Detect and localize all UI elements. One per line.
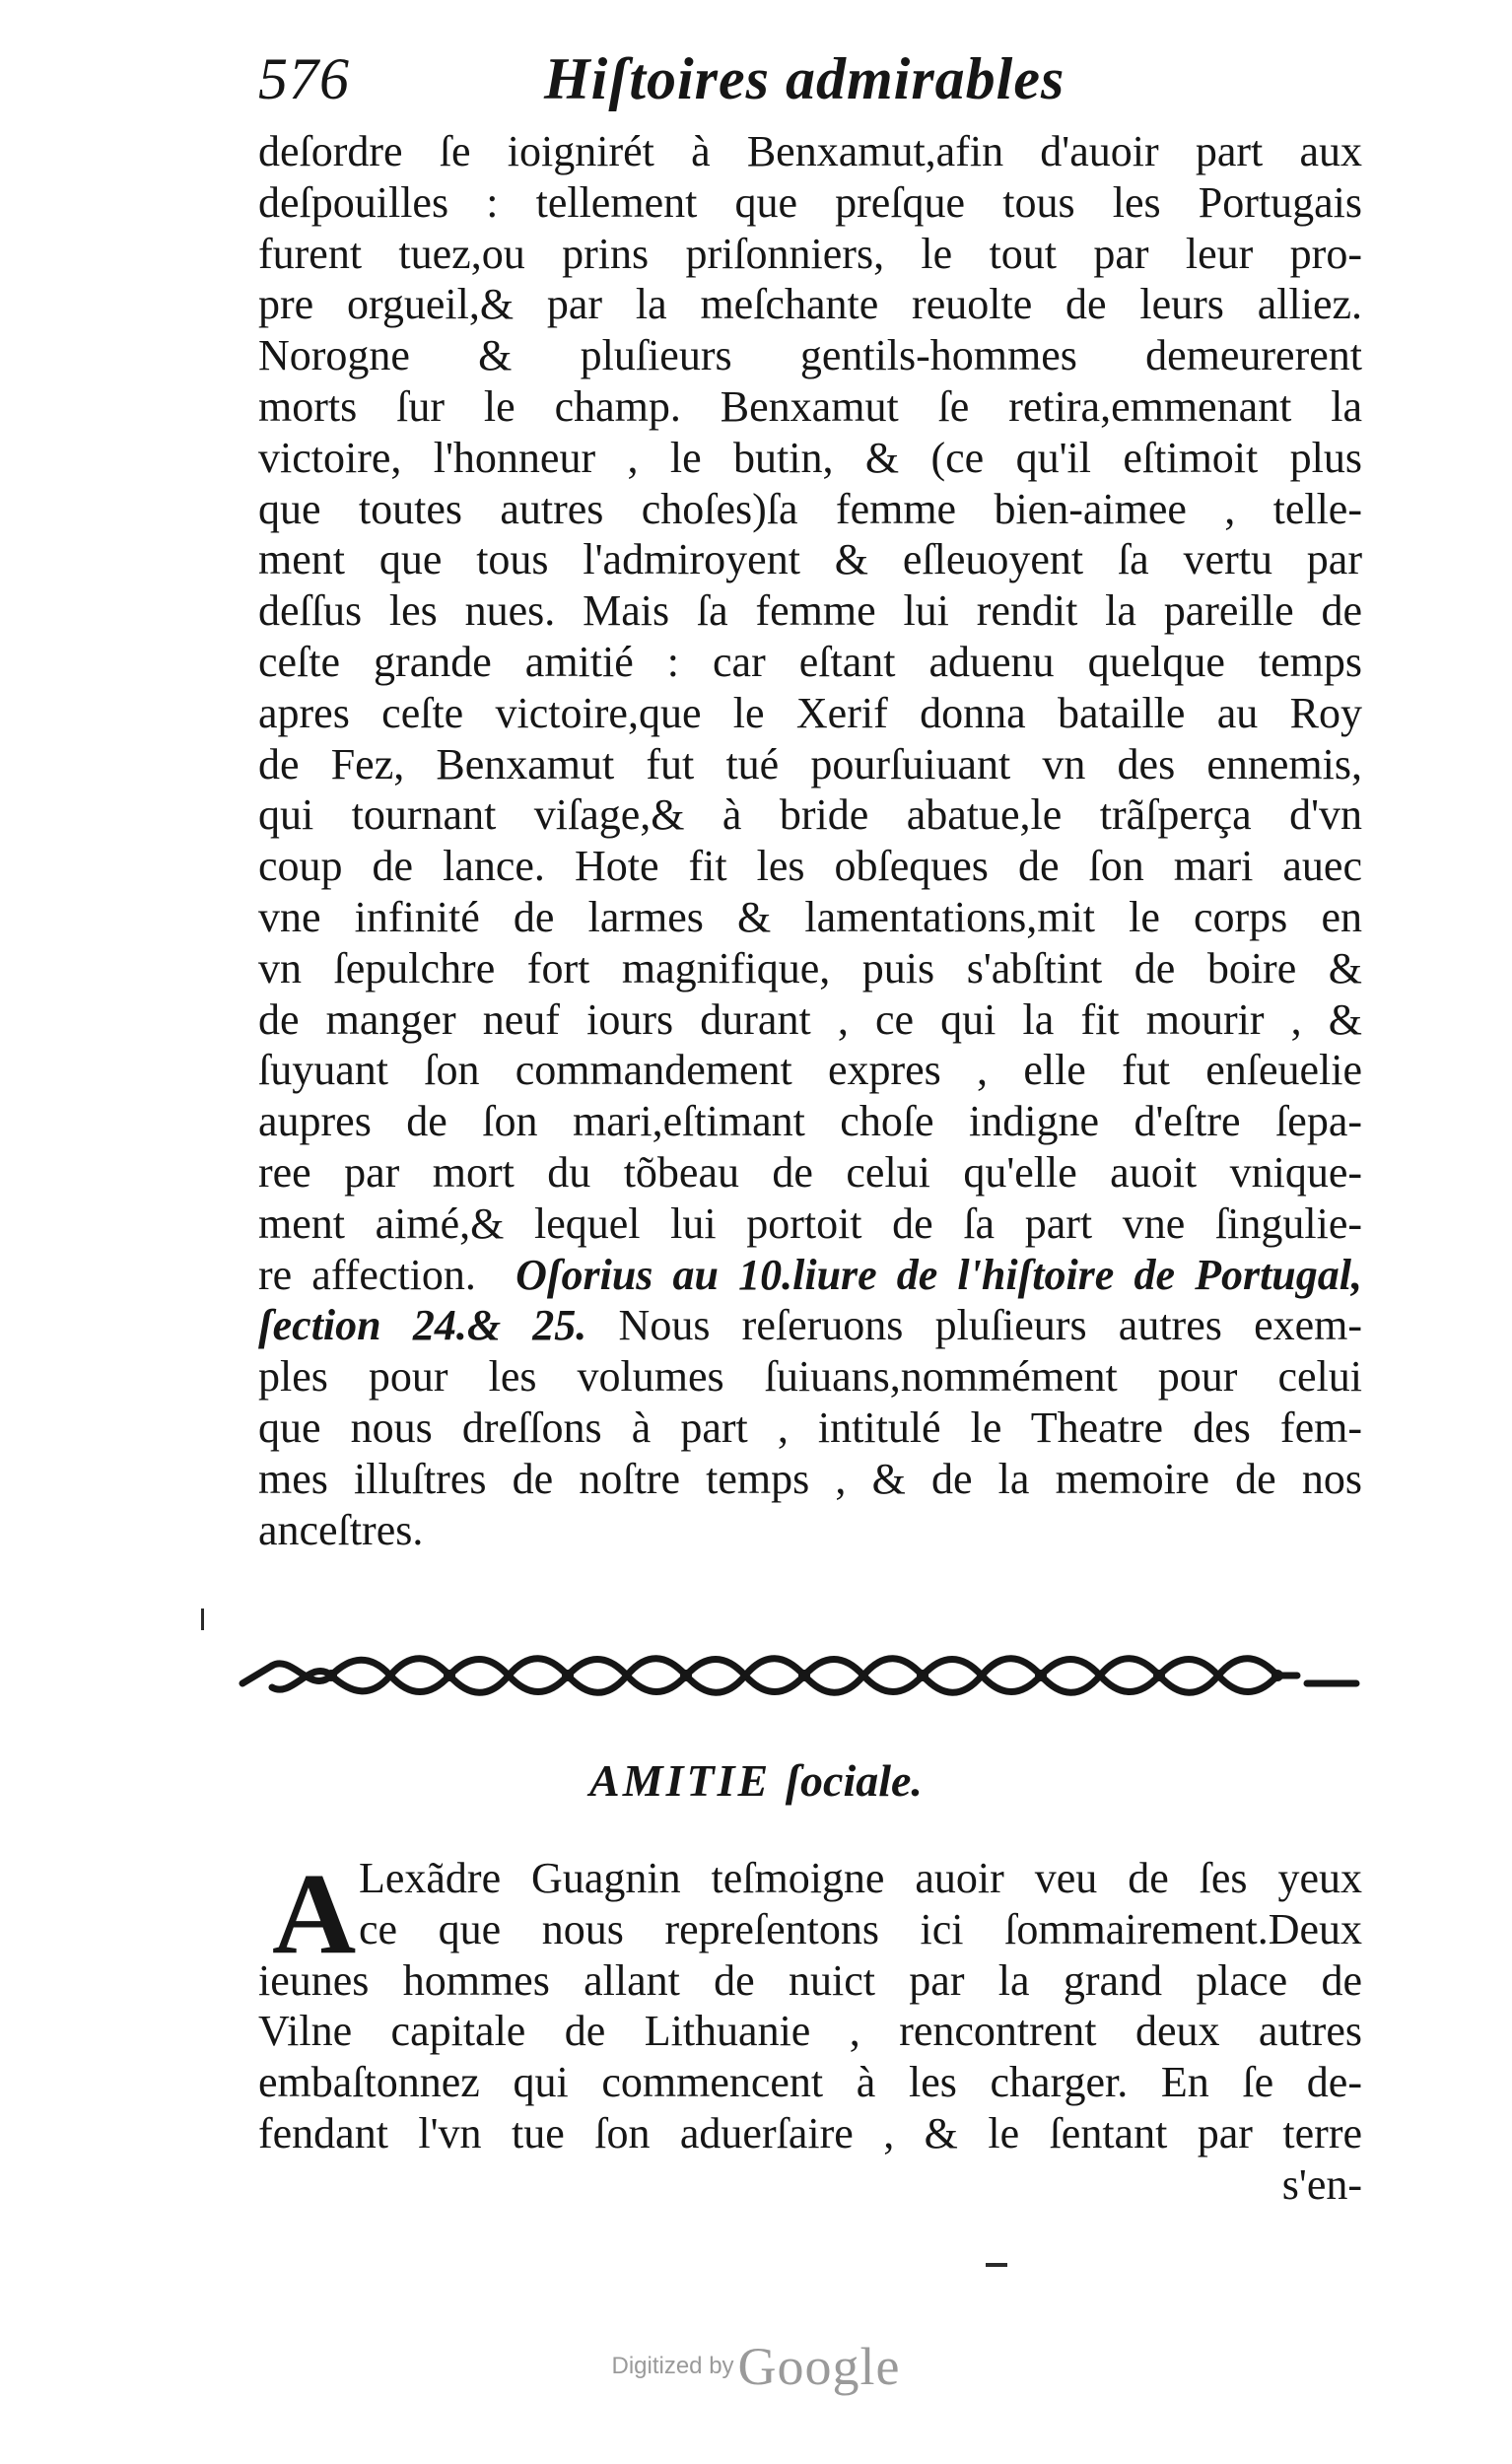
text-segment: Nous reſeruons pluſieurs autres exem- [618, 1301, 1362, 1350]
text-line: pre orgueil,& par la meſchante reuolte de leurs alliez. [258, 280, 1362, 329]
citation-ref: Oſorius au 10.liure de l'hiſtoire de Portugal, [515, 1250, 1362, 1299]
text-line: vne infinité de larmes & lamentations,mit le corps en [258, 892, 1362, 941]
stray-ink-mark [201, 1608, 204, 1630]
text-line: ment aimé,& lequel lui portoit de ſa part vne ſingulie- [258, 1198, 1362, 1248]
text-line: que toutes autres choſes)ſa femme bien-aimee , telle- [258, 484, 1362, 533]
text-line: ceſte grande amitié : car eſtant aduenu quelque temps [258, 637, 1362, 686]
text-line: victoire, l'honneur , le butin, & (ce qu'il eſtimoit plus [258, 433, 1362, 482]
text-line: ment que tous l'admiroyent & eſleuoyent ſa vertu par [258, 535, 1362, 584]
text-line: furent tuez,ou prins priſonniers, le tout par leur pro- [258, 229, 1362, 278]
section-paragraph [258, 1849, 1362, 2211]
drop-cap: A [272, 1849, 357, 1978]
ornamental-divider [233, 1644, 1366, 1707]
text-line: qui tournant viſage,& à bride abatue,le trãſperça d'vn [258, 790, 1362, 840]
text-line: Lexãdre Guagnin teſmoigne auoir veu de ſes yeux [359, 1854, 1362, 1902]
stray-ink-mark [986, 2263, 1007, 2267]
text-line: anceſtres. [258, 1505, 424, 1554]
text-line: que nous dreſſons à part , intitulé le Theatre des fem- [258, 1403, 1362, 1452]
running-head [258, 45, 1362, 130]
text-line: coup de lance. Hote fit les obſeques de ſon mari auec [258, 842, 1362, 891]
running-title: Hiſtoires admirables [544, 46, 1065, 111]
citation-line [258, 1300, 1362, 1351]
text-line: deſpouilles : tellement que preſque tous les Portugais [258, 177, 1362, 227]
text-line: morts ſur le champ. Benxamut ſe retira,emmenant la [258, 381, 1362, 431]
text-line: fendant l'vn tue ſon aduerſaire , & le ſentant par terre [258, 2108, 1362, 2157]
text-line: ce que nous repreſentons ici ſommairement.Deux [359, 1904, 1362, 1953]
text-line: Vilne capitale de Lithuanie , rencontrent deux autres [258, 2007, 1362, 2056]
page-number: 576 [258, 46, 350, 111]
text-segment: re affection. [258, 1250, 476, 1299]
text-line: mes illuſtres de noſtre temps , & de la memoire de nos [258, 1454, 1362, 1503]
section-heading-main: AMITIE [589, 1755, 772, 1806]
digitized-label: Digitized by [611, 2353, 734, 2379]
text-line: vn ſepulchre fort magnifique, puis s'abſtint de boire & [258, 943, 1362, 992]
section-heading [0, 1754, 1512, 1807]
text-line: deſordre ſe ioignirét à Benxamut,afin d'auoir part aux [258, 127, 1362, 175]
main-paragraph [258, 126, 1362, 1555]
text-line: de manger neuf iours durant , ce qui la fit mourir , & [258, 994, 1362, 1044]
section-heading-sub: ſociale. [785, 1755, 923, 1806]
text-line: ſuyuant ſon commandement expres , elle fut enſeuelie [258, 1046, 1362, 1095]
text-line: ieunes hommes allant de nuict par la grand place de [258, 1955, 1362, 2005]
text-line: ree par mort du tõbeau de celui qu'elle auoit vnique- [258, 1147, 1362, 1197]
catchword: s'en- [1281, 2159, 1362, 2209]
citation-ref: ſection 24.& 25. [258, 1301, 587, 1350]
text-line: deſſus les nues. Mais ſa femme lui rendit la pareille de [258, 586, 1362, 636]
text-line: embaſtonnez qui commencent à les charger. En ſe de- [258, 2058, 1362, 2107]
text-line: de Fez, Benxamut fut tué pourſuiuant vn des ennemis, [258, 739, 1362, 788]
citation-line [258, 1250, 1362, 1301]
text-line: Norogne & pluſieurs gentils-hommes demeurerent [258, 331, 1362, 380]
text-line: ples pour les volumes ſuiuans,nommément pour celui [258, 1352, 1362, 1402]
google-logo: Google [737, 2337, 901, 2396]
text-line: apres ceſte victoire,que le Xerif donna bataille au Roy [258, 688, 1362, 737]
text-line: aupres de ſon mari,eſtimant choſe indigne d'eſtre ſepa- [258, 1097, 1362, 1146]
digitization-watermark [0, 2336, 1512, 2397]
